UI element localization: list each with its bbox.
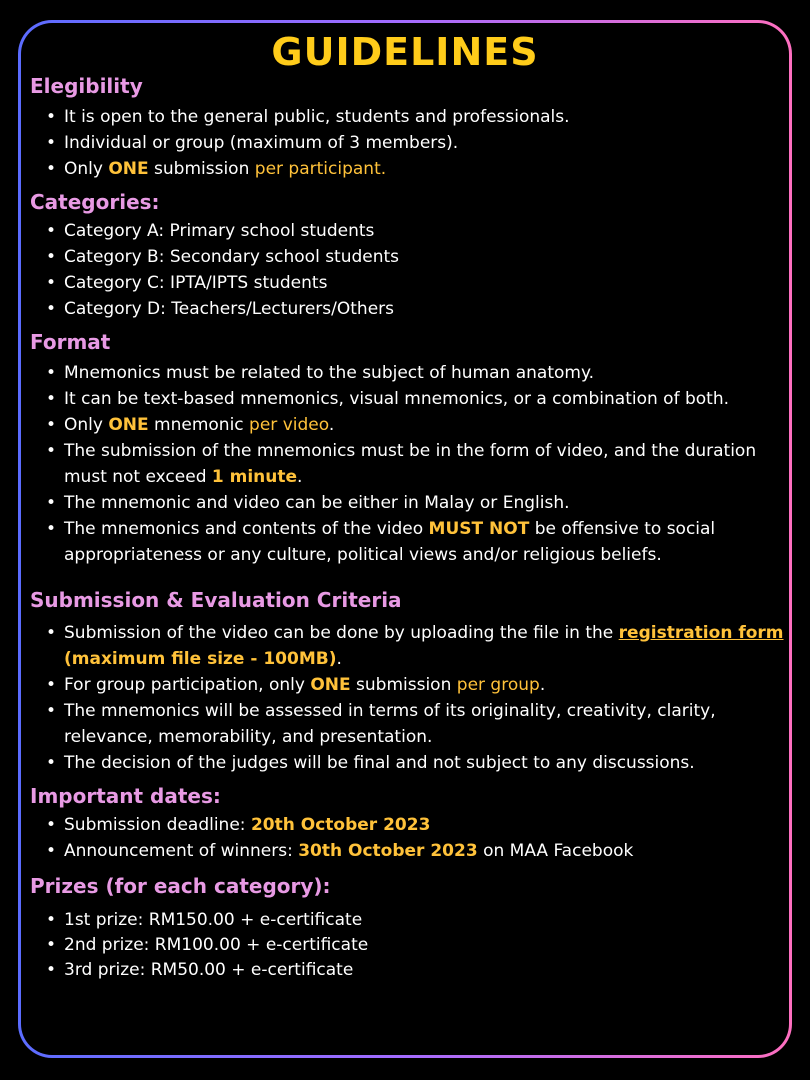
bullet-icon: •: [46, 935, 57, 955]
list-item: • Category B: Secondary school students: [30, 244, 786, 270]
bullet-icon: •: [46, 107, 57, 127]
list-item: • 2nd prize: RM100.00 + e-certificate: [30, 933, 786, 958]
bullet-icon: •: [46, 493, 57, 513]
dates-list: [30, 812, 786, 864]
eligibility-heading: Elegibility: [30, 74, 143, 98]
submission-list: [30, 620, 786, 776]
categories-list: [30, 218, 786, 322]
bullet-icon: •: [46, 960, 57, 980]
page-title: GUIDELINES: [271, 30, 539, 74]
bullet-icon: •: [46, 133, 57, 153]
list-item: • Only ONE mnemonic per video.: [30, 412, 786, 438]
list-item: • The mnemonics and contents of the video MUST NOT be offensive to social appropriateness or any culture, political views and/or religious beliefs.: [30, 516, 786, 568]
list-item: • Category C: IPTA/IPTS students: [30, 270, 786, 296]
list-item: • Only ONE submission per participant.: [30, 156, 786, 182]
bullet-icon: •: [46, 701, 57, 721]
format-list: [30, 360, 786, 568]
list-item: • The decision of the judges will be final and not subject to any discussions.: [30, 750, 786, 776]
prizes-list: [30, 908, 786, 983]
categories-heading: Categories:: [30, 190, 160, 214]
submission-heading: Submission & Evaluation Criteria: [30, 588, 402, 612]
format-heading: Format: [30, 330, 111, 354]
bullet-icon: •: [46, 623, 57, 643]
list-item: • 1st prize: RM150.00 + e-certificate: [30, 908, 786, 933]
dates-heading: Important dates:: [30, 784, 221, 808]
list-item: • Individual or group (maximum of 3 members).: [30, 130, 786, 156]
list-item: • The mnemonics will be assessed in terms of its originality, creativity, clarity, relevance, memorability, and presentation.: [30, 698, 786, 750]
bullet-icon: •: [46, 441, 57, 461]
bullet-icon: •: [46, 299, 57, 319]
list-item: • The mnemonic and video can be either in Malay or English.: [30, 490, 786, 516]
eligibility-list: [30, 104, 786, 182]
list-item: • Category D: Teachers/Lecturers/Others: [30, 296, 786, 322]
registration-form-link[interactable]: registration form: [618, 623, 784, 643]
bullet-icon: •: [46, 519, 57, 539]
list-item: • Announcement of winners: 30th October 2023 on MAA Facebook: [30, 838, 786, 864]
bullet-icon: •: [46, 247, 57, 267]
list-item: • Category A: Primary school students: [30, 218, 786, 244]
bullet-icon: •: [46, 363, 57, 383]
prizes-heading: Prizes (for each category):: [30, 874, 331, 898]
list-item: • Submission deadline: 20th October 2023: [30, 812, 786, 838]
list-item: • 3rd prize: RM50.00 + e-certificate: [30, 958, 786, 983]
bullet-icon: •: [46, 221, 57, 241]
bullet-icon: •: [46, 415, 57, 435]
list-item: • Submission of the video can be done by uploading the file in the registration form (maximum file size - 100MB).: [30, 620, 786, 672]
bullet-icon: •: [46, 753, 57, 773]
list-item: • It is open to the general public, students and professionals.: [30, 104, 786, 130]
bullet-icon: •: [46, 841, 57, 861]
list-item: • It can be text-based mnemonics, visual mnemonics, or a combination of both.: [30, 386, 786, 412]
bullet-icon: •: [46, 273, 57, 293]
bullet-icon: •: [46, 815, 57, 835]
guidelines-content: [30, 74, 786, 983]
bullet-icon: •: [46, 910, 57, 930]
list-item: • Mnemonics must be related to the subject of human anatomy.: [30, 360, 786, 386]
list-item: • For group participation, only ONE submission per group.: [30, 672, 786, 698]
bullet-icon: •: [46, 159, 57, 179]
bullet-icon: •: [46, 675, 57, 695]
bullet-icon: •: [46, 389, 57, 409]
list-item: • The submission of the mnemonics must be in the form of video, and the duration must not exceed 1 minute.: [30, 438, 786, 490]
